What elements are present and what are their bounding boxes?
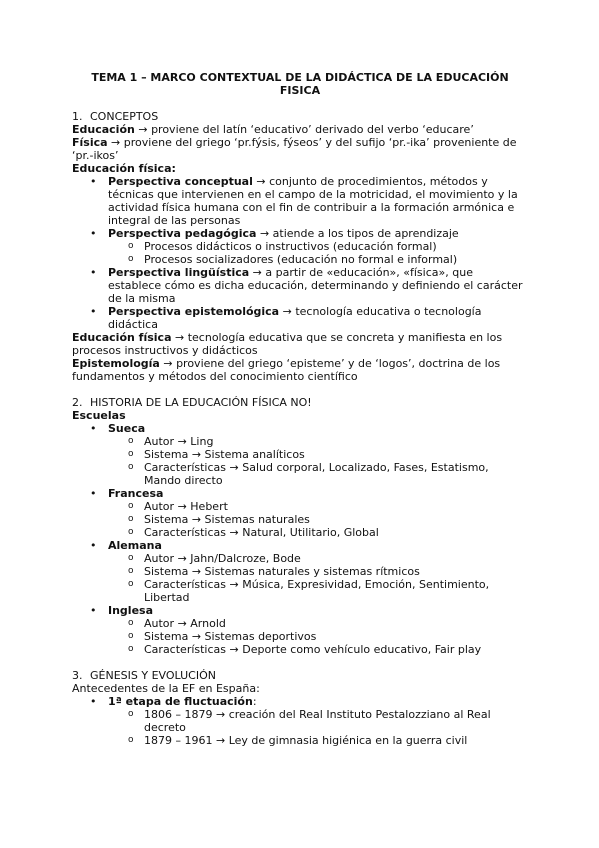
item-text: creación del Real Instituto Pestalozziano al Real decreto <box>144 708 491 734</box>
arrow-icon: → <box>229 643 239 656</box>
item-label: Sistema <box>144 448 189 461</box>
sub-list-item <box>72 461 528 487</box>
item-value: Sistemas deportivos <box>204 630 317 643</box>
sub-list-item <box>72 578 528 604</box>
sub-list-item <box>72 448 528 461</box>
definition-fisica <box>72 136 528 162</box>
sub-list-item <box>72 630 528 643</box>
item-text: Procesos socializadores (educación no formal e informal) <box>144 253 458 266</box>
etapa-suffix: : <box>252 695 257 708</box>
bullet-icon: • <box>90 539 97 552</box>
definition-text: proviene del griego ‘episteme’ y de ‘logos’, doctrina de los fundamentos y métodos del conocimiento científico <box>72 357 501 383</box>
escuela-item-alemana <box>72 539 528 552</box>
subheading-educacion-fisica <box>72 162 528 175</box>
arrow-icon: → <box>282 305 292 318</box>
circle-bullet-icon: o <box>128 579 134 589</box>
item-text: atiende a los tipos de aprendizaje <box>272 227 459 240</box>
etapas-list <box>72 695 528 747</box>
bullet-icon: • <box>90 422 97 435</box>
section-number: 3. <box>72 669 83 682</box>
item-label: Características <box>144 526 227 539</box>
sub-list-item <box>72 253 528 266</box>
item-value: Arnold <box>190 617 226 630</box>
arrow-icon: → <box>177 500 187 513</box>
arrow-icon: → <box>256 175 266 188</box>
period: 1806 – 1879 <box>144 708 213 721</box>
item-text: Ley de gimnasia higiénica en la guerra civil <box>228 734 468 747</box>
definition-text: tecnología educativa que se concreta y manifiesta en los procesos instructivos y didácticos <box>72 331 503 357</box>
arrow-icon: → <box>259 227 270 240</box>
item-value: Hebert <box>190 500 228 513</box>
perspectivas-list <box>72 175 528 331</box>
circle-bullet-icon: o <box>128 735 134 745</box>
arrow-icon: → <box>111 136 121 149</box>
circle-bullet-icon: o <box>128 436 134 446</box>
subheading-text: Educación física: <box>72 162 176 175</box>
item-label: Sistema <box>144 565 189 578</box>
term: Perspectiva conceptual <box>108 175 253 188</box>
document-content <box>72 71 528 747</box>
section-number: 1. <box>72 110 83 123</box>
item-label: Sistema <box>144 630 189 643</box>
arrow-icon: → <box>229 578 239 591</box>
definition-text: proviene del latín ‘educativo’ derivado del verbo ‘educare’ <box>151 123 474 136</box>
arrow-icon: → <box>177 617 187 630</box>
bullet-icon: • <box>90 305 97 318</box>
section-title: CONCEPTOS <box>90 110 159 123</box>
section-3-heading <box>72 669 528 682</box>
arrow-icon: → <box>191 565 202 578</box>
period: 1879 – 1961 <box>144 734 213 747</box>
circle-bullet-icon: o <box>128 631 134 641</box>
term: Educación <box>72 123 135 136</box>
sub-list-item <box>72 565 528 578</box>
arrow-icon: → <box>163 357 173 370</box>
arrow-icon: → <box>229 461 239 474</box>
item-value: Música, Expresividad, Emoción, Sentimiento, Libertad <box>144 578 490 604</box>
escuela-name: Inglesa <box>108 604 153 617</box>
arrow-icon: → <box>215 734 226 747</box>
bullet-icon: • <box>90 175 97 188</box>
item-label: Autor <box>144 617 175 630</box>
circle-bullet-icon: o <box>128 514 134 524</box>
item-value: Jahn/Dalcroze, Bode <box>190 552 301 565</box>
spacer <box>72 656 528 669</box>
arrow-icon: → <box>191 630 202 643</box>
arrow-icon: → <box>175 331 185 344</box>
item-value: Sistemas naturales <box>204 513 310 526</box>
section-2-heading <box>72 396 528 409</box>
item-value: Sistema analíticos <box>204 448 305 461</box>
item-label: Características <box>144 578 227 591</box>
sub-list-item <box>72 734 528 747</box>
section-intro: Antecedentes de la EF en España: <box>72 682 260 695</box>
term: Perspectiva pedagógica <box>108 227 257 240</box>
definition-educacion-fisica <box>72 331 528 357</box>
circle-bullet-icon: o <box>128 553 134 563</box>
section-1-heading <box>72 110 528 123</box>
item-label: Autor <box>144 552 175 565</box>
definition-educacion <box>72 123 528 136</box>
circle-bullet-icon: o <box>128 501 134 511</box>
circle-bullet-icon: o <box>128 644 134 654</box>
item-label: Autor <box>144 435 175 448</box>
subheading-escuelas <box>72 409 528 422</box>
definition-text: proviene del griego ‘pr.fýsis, fýseos’ y del sufijo ‘pr.-ika’ proveniente de ‘pr.-ikos’ <box>72 136 517 162</box>
circle-bullet-icon: o <box>128 462 134 472</box>
escuela-item-sueca <box>72 422 528 435</box>
sub-list-item <box>72 552 528 565</box>
definition-epistemologia <box>72 357 528 383</box>
arrow-icon: → <box>191 448 202 461</box>
arrow-icon: → <box>177 435 187 448</box>
circle-bullet-icon: o <box>128 254 134 264</box>
item-label: Características <box>144 643 227 656</box>
escuela-item-inglesa <box>72 604 528 617</box>
escuela-name: Alemana <box>108 539 162 552</box>
term: Física <box>72 136 108 149</box>
item-value: Natural, Utilitario, Global <box>242 526 379 539</box>
item-text: Procesos didácticos o instructivos (educación formal) <box>144 240 437 253</box>
sub-list-item <box>72 500 528 513</box>
term: Educación física <box>72 331 172 344</box>
circle-bullet-icon: o <box>128 709 134 719</box>
bullet-icon: • <box>90 604 97 617</box>
sub-list-item <box>72 708 528 734</box>
arrow-icon: → <box>252 266 262 279</box>
section-title: GÉNESIS Y EVOLUCIÓN <box>90 669 216 682</box>
term: Perspectiva lingüística <box>108 266 250 279</box>
item-text: conjunto de procedimientos, métodos y técnicas que intervienen en el campo de la motricidad, el movimiento y la actividad física humana con el fin de contribuir a la formación armónica e integral de las personas <box>108 175 518 227</box>
term: Epistemología <box>72 357 160 370</box>
item-text: a partir de «educación», «física», que establece cómo es dicha educación, determinando y definiendo el carácter de la misma <box>108 266 523 305</box>
sub-list-item <box>72 435 528 448</box>
sub-list-item <box>72 617 528 630</box>
bullet-icon: • <box>90 266 97 279</box>
term: Perspectiva epistemológica <box>108 305 280 318</box>
circle-bullet-icon: o <box>128 241 134 251</box>
bullet-icon: • <box>90 227 97 240</box>
item-label: Sistema <box>144 513 189 526</box>
item-text: tecnología educativa o tecnología didáctica <box>108 305 482 331</box>
item-value: Ling <box>190 435 214 448</box>
arrow-icon: → <box>191 513 202 526</box>
sub-list-item <box>72 643 528 656</box>
arrow-icon: → <box>177 552 187 565</box>
subheading-text: Escuelas <box>72 409 126 422</box>
item-value: Sistemas naturales y sistemas rítmicos <box>204 565 420 578</box>
circle-bullet-icon: o <box>128 566 134 576</box>
sub-list-item <box>72 526 528 539</box>
list-item <box>72 305 528 331</box>
circle-bullet-icon: o <box>128 449 134 459</box>
circle-bullet-icon: o <box>128 527 134 537</box>
arrow-icon: → <box>229 526 239 539</box>
item-value: Deporte como vehículo educativo, Fair play <box>242 643 482 656</box>
arrow-icon: → <box>215 708 226 721</box>
list-item <box>72 266 528 305</box>
escuelas-list <box>72 422 528 656</box>
sub-list-item <box>72 240 528 253</box>
bullet-icon: • <box>90 487 97 500</box>
bullet-icon: • <box>90 695 97 708</box>
document-title: TEMA 1 – MARCO CONTEXTUAL DE LA DIDÁCTICA DE LA EDUCACIÓN FISICA <box>91 71 509 97</box>
circle-bullet-icon: o <box>128 618 134 628</box>
etapa-item <box>72 695 528 708</box>
escuela-name: Sueca <box>108 422 146 435</box>
escuela-item-francesa <box>72 487 528 500</box>
etapa-name: 1ª etapa de fluctuación <box>108 695 253 708</box>
item-label: Características <box>144 461 227 474</box>
escuela-name: Francesa <box>108 487 164 500</box>
item-label: Autor <box>144 500 175 513</box>
list-item <box>72 227 528 240</box>
item-value: Salud corporal, Localizado, Fases, Estatismo, Mando directo <box>144 461 489 487</box>
spacer <box>72 383 528 396</box>
arrow-icon: → <box>138 123 148 136</box>
list-item <box>72 175 528 227</box>
sub-list-item <box>72 513 528 526</box>
section-title: HISTORIA DE LA EDUCACIÓN FÍSICA NO! <box>90 396 312 409</box>
section-number: 2. <box>72 396 83 409</box>
